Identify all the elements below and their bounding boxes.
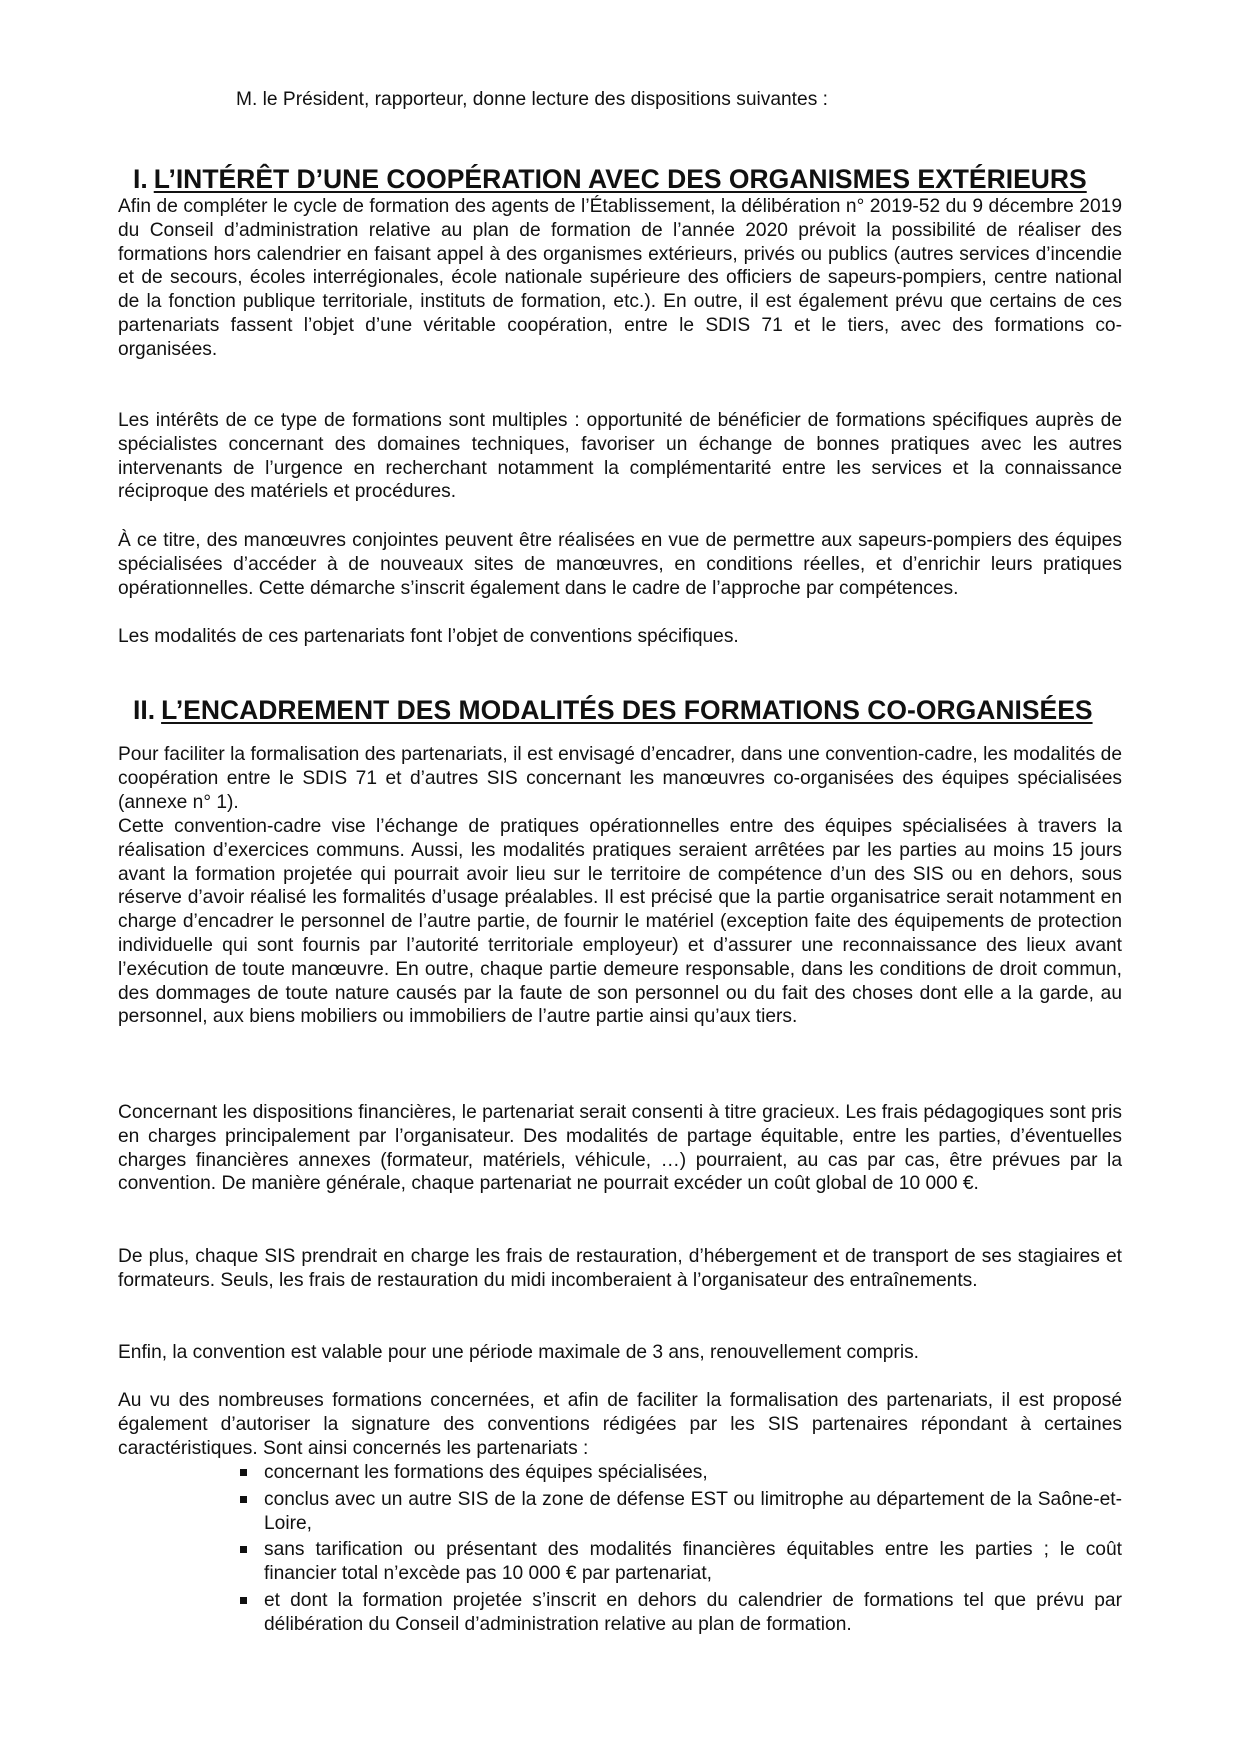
list-item (118, 1538, 1122, 1586)
section-2-heading (133, 694, 1123, 726)
section-1-paragraph: Les modalités de ces partenariats font l’objet de conventions spécifiques. (118, 626, 739, 647)
section-1-number: I. (133, 164, 148, 194)
section-2-paragraph: Pour faciliter la formalisation des partenariats, il est envisagé d’encadrer, dans une convention-cadre, les modalités de coopération entre le SDIS 71 et d’autres SIS concernant les manœuvres co-organisées des équipes spécialisées (annexe n° 1). (118, 744, 1122, 813)
bullet-square-icon (240, 1496, 247, 1503)
section-1-paragraph: Afin de compléter le cycle de formation des agents de l’Établissement, la délibération n° 2019-52 du 9 décembre 2019 du Conseil d’administration relative au plan de formation de l’année 2020 prévoit la possibilité de réaliser des formations hors calendrier en faisant appel à des organismes extérieurs, privés ou publics (autres services d’incendie et de secours, écoles interrégionales, école nationale supérieure des officiers de sapeurs-pompiers, centre national de la fonction publique territoriale, instituts de formation, etc.). En outre, il est également prévu que certains de ces partenariats fassent l’objet d’une véritable coopération, entre le SDIS 71 et le tiers, avec des formations co-organisées. (118, 196, 1122, 360)
section-2-paragraph: Concernant les dispositions financières, le partenariat serait consenti à titre gracieux. Les frais pédagogiques sont pris en charges principalement par l’organisateur. Des modalités de partage équitable, entre les parties, d’éventuelles charges financières annexes (formateur, matériels, véhicule, …) pourraient, au cas par cas, être prévues par la convention. De manière générale, chaque partenariat ne pourrait excéder un coût global de 10 000 €. (118, 1102, 1122, 1195)
section-2-paragraph: Au vu des nombreuses formations concernées, et afin de faciliter la formalisation des partenariats, il est proposé également d’autoriser la signature des conventions rédigées par les SIS partenaires répondant à certaines caractéristiques. Sont ainsi concernés les partenariats : (118, 1390, 1122, 1459)
list-item (118, 1488, 1122, 1536)
list-item-text: conclus avec un autre SIS de la zone de défense EST ou limitrophe au département de la Saône-et-Loire, (264, 1488, 1122, 1534)
section-1-title: L’INTÉRÊT D’UNE COOPÉRATION AVEC DES ORGANISMES EXTÉRIEURS (153, 164, 1087, 194)
list-item (118, 1461, 1122, 1485)
bullet-square-icon (240, 1546, 247, 1553)
list-item-text: et dont la formation projetée s’inscrit en dehors du calendrier de formations tel que prévu par délibération du Conseil d’administration relative au plan de formation. (264, 1589, 1122, 1635)
list-item (118, 1589, 1122, 1637)
section-1-paragraph: Les intérêts de ce type de formations sont multiples : opportunité de bénéficier de formations spécifiques auprès de spécialistes concernant des domaines techniques, favoriser un échange de bonnes pratiques avec les autres intervenants de l’urgence en recherchant notamment la complémentarité entre les services et la connaissance réciproque des matériels et procédures. (118, 410, 1122, 503)
intro-line: M. le Président, rapporteur, donne lecture des dispositions suivantes : (236, 89, 828, 110)
partnership-criteria-list (118, 1461, 1122, 1640)
bullet-square-icon (240, 1469, 247, 1476)
section-2-paragraph: De plus, chaque SIS prendrait en charge les frais de restauration, d’hébergement et de transport de ses stagiaires et formateurs. Seuls, les frais de restauration du midi incomberaient à l’organisateur des entraînements. (118, 1246, 1122, 1291)
section-2-number: II. (133, 695, 156, 725)
bullet-square-icon (240, 1597, 247, 1604)
list-item-text: sans tarification ou présentant des modalités financières équitables entre les parties ; le coût financier total n’excède pas 10 000 € par partenariat, (264, 1539, 1122, 1585)
section-2-title: L’ENCADREMENT DES MODALITÉS DES FORMATIONS CO-ORGANISÉES (161, 695, 1093, 725)
section-1-heading (133, 163, 1123, 195)
list-item-text: concernant les formations des équipes spécialisées, (264, 1462, 708, 1483)
section-1-paragraph: À ce titre, des manœuvres conjointes peuvent être réalisées en vue de permettre aux sapeurs-pompiers des équipes spécialisées d’accéder à de nouveaux sites de manœuvres, en conditions réelles, et d’enrichir leurs pratiques opérationnelles. Cette démarche s’inscrit également dans le cadre de l’approche par compétences. (118, 530, 1122, 599)
section-2-paragraph: Enfin, la convention est valable pour une période maximale de 3 ans, renouvellement compris. (118, 1342, 920, 1363)
section-2-paragraph: Cette convention-cadre vise l’échange de pratiques opérationnelles entre des équipes spécialisées à travers la réalisation d’exercices communs. Aussi, les modalités pratiques seraient arrêtées par les parties au moins 15 jours avant la formation projetée qui pourrait avoir lieu sur le territoire de compétence d’un des SIS ou en dehors, sous réserve d’avoir réalisé les formalités d’usage préalables. Il est précisé que la partie organisatrice serait notamment en charge d’encadrer le personnel de l’autre partie, de fournir le matériel (exception faite des équipements de protection individuelle qui sont fournis par l’autorité territoriale employeur) et d’assurer une reconnaissance des lieux avant l’exécution de toute manœuvre. En outre, chaque partie demeure responsable, dans les conditions de droit commun, des dommages de toute nature causés par la faute de son personnel ou du fait des choses dont elle a la garde, au personnel, aux biens mobiliers ou immobiliers de l’autre partie ainsi qu’aux tiers. (118, 816, 1122, 1028)
